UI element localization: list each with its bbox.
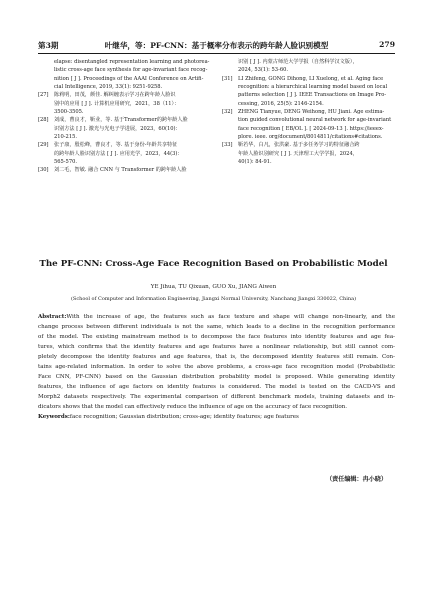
abstract-label: Abstract: xyxy=(38,314,67,320)
header-rule xyxy=(38,53,395,54)
reference-line: ZHENG Tianyue, DENG Weihong, HU Jiani. Age estima- xyxy=(238,109,385,116)
abstract-text: pletely decompose the identity features and age features, that is, the decomposed identity features still remain. Con- xyxy=(38,354,395,361)
reference-line: elapse: disentangled representation learning and photorea- xyxy=(54,59,210,65)
reference-entry xyxy=(222,58,394,75)
reference-number: [31] xyxy=(222,75,233,82)
reference-line: nition [ J ]. Proceedings of the AAAI Conference on Artifi- xyxy=(54,75,204,82)
english-affiliation: (School of Computer and Information Engineering, Jiangxi Normal University, Nanchang Jiangxi 330022, China) xyxy=(70,296,357,302)
running-title: 叶继华，等：PF-CNN：基于概率分布表示的跨年龄人脸识别模型 xyxy=(104,41,329,50)
reference-entry xyxy=(38,91,210,116)
reference-line: 2024, 53(1): 53-60. xyxy=(238,67,288,74)
reference-entry xyxy=(222,75,394,108)
reference-number: [27] xyxy=(38,92,49,99)
reference-line: 210-215. xyxy=(54,134,77,141)
abstract-line xyxy=(38,342,395,352)
page-number: 279 xyxy=(379,40,395,49)
abstract-line xyxy=(38,332,395,342)
reference-line: 识别方法 [ J ]. 激光与光电子学进展，2023，60(10)： xyxy=(54,125,181,132)
reference-line: LI Zhifeng, GONG Dihong, LI Xuelong, et al. Aging face xyxy=(238,75,384,82)
reference-line: cial Intelligence, 2019, 33(1): 9251-9258. xyxy=(54,84,163,91)
abstract-text: With the increase of age, the features such as face texture and shape will change non-linearly, and the xyxy=(66,314,395,320)
reference-number: [33] xyxy=(222,142,233,149)
abstract-text: dicators shows that the model can effectively reduce the influence of age on the accuracy of face recognition. xyxy=(38,404,347,411)
abstract-text: change process between different individuals is not the same, which leads to a decline in the recognition performance xyxy=(38,324,395,331)
reference-line: 张子康，殷松峰，曹良才，等. 基于身份-年龄共享特征 xyxy=(54,142,178,149)
abstract-line xyxy=(38,382,395,392)
reference-line: cessing, 2016, 25(5): 2146-2154. xyxy=(238,100,324,107)
keywords-line xyxy=(38,412,395,422)
reference-line: face recognition [ EB/OL ]. [ 2024-09-13 ]. https://ieeex- xyxy=(238,125,384,132)
reference-line: patterns selection [ J ]. IEEE Transactions on Image Pro- xyxy=(238,92,387,99)
reference-line: 565-570. xyxy=(54,159,77,166)
reference-line: 年龄人脸识别研究 [ J ]. 天津理工大学学报，2024， xyxy=(238,150,358,157)
english-abstract xyxy=(38,312,395,423)
reference-line: 刘二毛，智敏. 融合 CNN 与 Transformer 的跨年龄人脸 xyxy=(54,167,187,174)
reference-line: 3500-3505. xyxy=(54,109,84,116)
abstract-line xyxy=(38,402,395,412)
reference-line: 别中的应用 [ J ]. 计算机应用研究，2021，38（11）： xyxy=(54,100,180,107)
reference-line: 陈莉明，田茂，颜佳. 解纠缠表示学习在跨年龄人脸识 xyxy=(54,92,176,99)
reference-entry xyxy=(38,166,210,174)
reference-line: plore. ieee. org/document/8014811/citations#citations. xyxy=(238,134,383,141)
english-authors: YE Jihua, TU Qixuan, GUO Xu, JIANG Aiwen xyxy=(150,284,277,290)
reference-line: 的跨年龄人脸识别方法 [ J ]. 应用光学，2023，44(3)： xyxy=(54,150,183,157)
reference-number: [28] xyxy=(38,117,49,124)
reference-entry xyxy=(38,141,210,166)
reference-line: 识别 [ J ]. 内蒙古师范大学学报（自然科学汉文版）， xyxy=(238,59,358,65)
reference-number: [29] xyxy=(38,142,49,149)
reference-line: listic cross-age face synthesis for age-invariant face recog- xyxy=(54,67,208,74)
abstract-line xyxy=(38,372,395,382)
references-right-column xyxy=(222,58,394,166)
abstract-text: of the model. The existing mainstream method is to decompose the face features into identity features and age fea- xyxy=(38,334,395,341)
abstract-text: features, the influence of age factors on identity features is considered. The model is tested on the CACD-VS and xyxy=(38,384,395,391)
keywords-text: face recognition; Gaussian distribution; cross-age; identity features; age features xyxy=(69,414,299,421)
english-title: The PF-CNN: Cross-Age Face Recognition Based on Probabilistic Model xyxy=(39,259,388,269)
responsible-editor: （责任编辑：冉小晓） xyxy=(326,476,387,483)
keywords-label: Keywords: xyxy=(38,414,70,421)
abstract-text: tures, which confirms that the identity features and age features have a nonlinear relationship, but still cannot com- xyxy=(38,344,395,351)
abstract-text: Morph2 datasets respectively. The experimental comparison of different benchmark models, training datasets and in- xyxy=(38,394,395,401)
reference-line: 刘成，曹良才，靳业，等. 基于Transformer的跨年龄人脸 xyxy=(54,117,188,124)
abstract-line xyxy=(38,312,395,322)
reference-line: 靳若华，白凡，张洪豪. 基于多任务学习的特征融合跨 xyxy=(238,142,360,149)
abstract-line xyxy=(38,352,395,362)
reference-entry xyxy=(222,108,394,141)
references-left-column xyxy=(38,58,210,175)
reference-entry xyxy=(222,141,394,166)
abstract-line xyxy=(38,362,395,372)
reference-line: 40(1): 84-91. xyxy=(238,159,272,166)
abstract-text: Face CNN, PF-CNN) based on the Gaussian distribution probability model is proposed. While generating identity xyxy=(38,374,395,381)
reference-line: recognition: a hierarchical learning model based on local xyxy=(238,84,388,91)
running-header xyxy=(38,40,395,52)
reference-number: [30] xyxy=(38,167,49,174)
reference-line: tion guided convolutional neural network for age-invariant xyxy=(238,117,392,124)
abstract-line xyxy=(38,392,395,402)
issue-label: 第3期 xyxy=(38,41,59,50)
abstract-line xyxy=(38,322,395,332)
abstract-text: tains age-related information. In order to solve the above problems, a cross-age face recognition model (Probabilistic xyxy=(38,364,395,371)
reference-number: [32] xyxy=(222,109,233,116)
reference-entry xyxy=(38,116,210,141)
reference-entry xyxy=(38,58,210,91)
